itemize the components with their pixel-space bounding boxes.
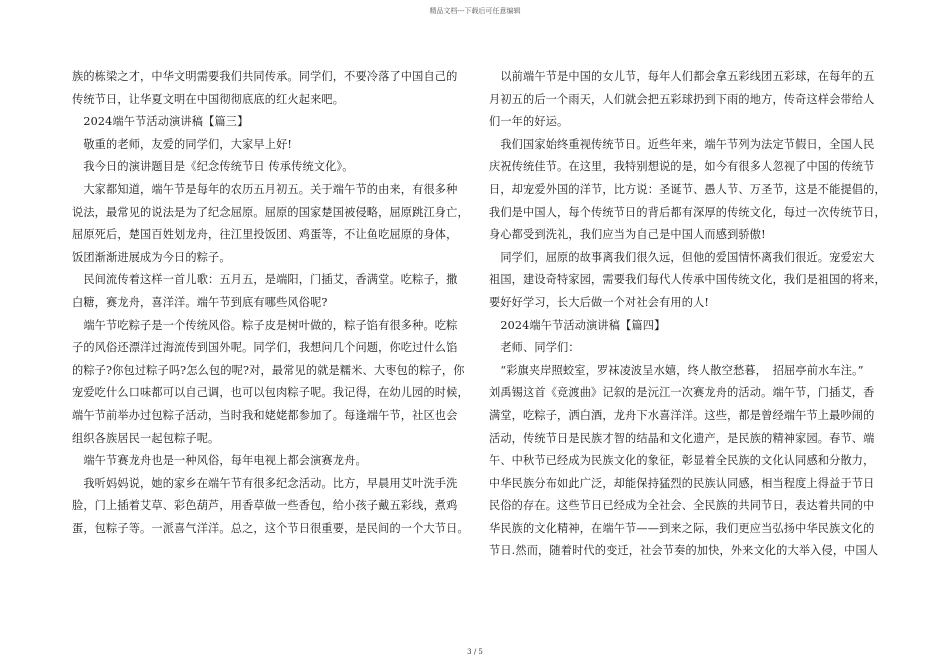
text-line: 白糖，赛龙舟，喜洋洋。端午节到底有哪些风俗呢? (72, 295, 328, 309)
text-line: 满堂，吃粽子，洒白酒，龙舟下水喜洋洋。这些，都是曾经端午节上最吵闹的 (489, 408, 875, 422)
text-line: 饭团渐渐进展成为今日的粽子。 (72, 250, 231, 264)
text-line: 日，却宠爱外国的洋节，比方说：圣诞节、愚人节、万圣节，这是不能提倡的， (489, 182, 886, 196)
text-line: 组织各族居民一起包粽子呢。 (72, 431, 220, 445)
text-line: 端午节前举办过包粽子活动，当时我和姥姥都参加了。每逢端午节，社区也会 (72, 408, 458, 422)
text-line: 们一年的好运。 (489, 115, 569, 129)
text-line: 端午节赛龙舟也是一种风俗，每年电视上都会演赛龙舟。 (72, 454, 367, 468)
text-line: 同学们，屈原的故事离我们很久远，但他的爱国情怀离我们很近。宠爱宏大 (489, 250, 875, 264)
text-line: 子的风俗还漂洋过海流传到国外呢。同学们，我想问几个问题，你吃过什么馅 (72, 341, 458, 355)
text-line: 我听妈妈说，她的家乡在端午节有很多纪念活动。比方，早晨用艾叶洗手洗 (72, 476, 458, 490)
text-line: 中华民族分布如此广泛，却能保持猛烈的民族认同感，相当程度上得益于节日 (489, 476, 875, 490)
left-text-column (72, 66, 469, 540)
text-line: 传统节日，让华夏文明在中国彻彻底底的红火起来吧。 (72, 92, 345, 106)
text-line: 身心都受到洗礼，我们应当为自己是中国人而感到骄傲! (489, 228, 766, 242)
text-line: 的粽子?你包过粽子吗?怎么包的呢?对，最常见的就是糯米、大枣包的粽子，你 (72, 363, 465, 377)
text-line: 庆祝传统佳节。在这里，我特别想说的是，如今有很多人忽视了中国的传统节 (489, 160, 875, 174)
text-line: 以前端午节是中国的女儿节，每年人们都会拿五彩线团五彩球，在每年的五 (489, 70, 875, 83)
text-line: 祖国，建设奇特家园，需要我们每代人传承中国传统文化，我们是祖国的将来， (489, 273, 886, 287)
text-line: 端午节吃粽子是一个传统风俗。粽子皮是树叶做的，粽子馅有很多种。吃粽 (72, 318, 458, 332)
section-heading: 2024端午节活动演讲稿【篇三】 (72, 115, 249, 129)
text-line: 宠爱吃什么口味都可以自己调，也可以包肉粽子呢。我记得，在幼儿园的时候， (72, 386, 469, 400)
text-line: 节日.然而，随着时代的变迁，社会节奏的加快，外来文化的大举入侵，中国人 (489, 544, 879, 558)
text-line: 民俗的存在。这些节日已经成为全社会、全民族的共同节日，表达着共同的中 (489, 499, 875, 513)
text-line: 说法，最常见的说法是为了纪念屈原。屈原的国家楚国被侵略，屈原跳江身亡， (72, 205, 469, 219)
text-line: 民间流传着这样一首儿歌：五月五，是端阳，门插艾，香满堂。吃粽子，撒 (72, 273, 458, 287)
text-line: 午、中秋节已经成为民族文化的象征，彰显着全民族的文化认同感和分散力， (489, 454, 875, 468)
text-line: “彩旗夹岸照蛟室，罗袜凌波呈水嬉，终人散空愁暮， 招屈亭前水车注。” (489, 363, 864, 377)
text-line: 活动，传统节日是民族才智的结晶和文化遗产，是民族的精神家园。春节、端 (489, 431, 875, 445)
text-line: 我们国家始终重视传统节日。近些年来，端午节列为法定节假日，全国人民 (489, 137, 875, 151)
right-text-column (489, 66, 886, 563)
text-line: 敬重的老师，友爱的同学们，大家早上好! (72, 137, 293, 151)
page-header: 精品文档---下载后可任意编辑 (429, 7, 521, 15)
text-line: 大家都知道，端午节是每年的农历五月初五。关于端午节的由来，有很多种 (72, 182, 458, 196)
text-line: 要好好学习，长大后做一个对社会有用的人! (489, 295, 710, 309)
text-line: 族的栋梁之才，中华文明需要我们共同传承。同学们，不要冷落了中国自己的 (72, 70, 458, 83)
text-line: 我今日的演讲题目是《纪念传统节日 传承传统文化》。 (72, 160, 354, 174)
text-line: 月初五的后一个雨天，人们就会把五彩球扔到下雨的地方，传奇这样会带给人 (489, 92, 875, 106)
text-line: 我们是中国人，每个传统节日的背后都有深厚的传统文化，每过一次传统节日， (489, 205, 886, 219)
page-number: 3 / 5 (467, 648, 483, 656)
text-line: 刘禹锡这首《竞渡曲》记叙的是沅江一次赛龙舟的活动。端午节，门插艾，香 (489, 386, 875, 400)
section-heading: 2024端午节活动演讲稿【篇四】 (489, 318, 666, 332)
text-line: 蛋，包粽子等。一派喜气洋洋。总之，这个节日很重要，是民间的一个大节日。 (72, 521, 469, 535)
text-line: 脸，门上插着艾草、彩色葫芦，用香草做一些香包，给小孩子戴五彩线，煮鸡 (72, 499, 458, 513)
text-line: 屈原死后，楚国百姓划龙舟，往江里投饭团、鸡蛋等，不让鱼吃屈原的身体， (72, 228, 458, 242)
text-line: 老师、同学们： (489, 341, 580, 355)
text-line: 华民族的文化精神，在端午节——到来之际，我们更应当弘扬中华民族文化的 (489, 521, 875, 535)
